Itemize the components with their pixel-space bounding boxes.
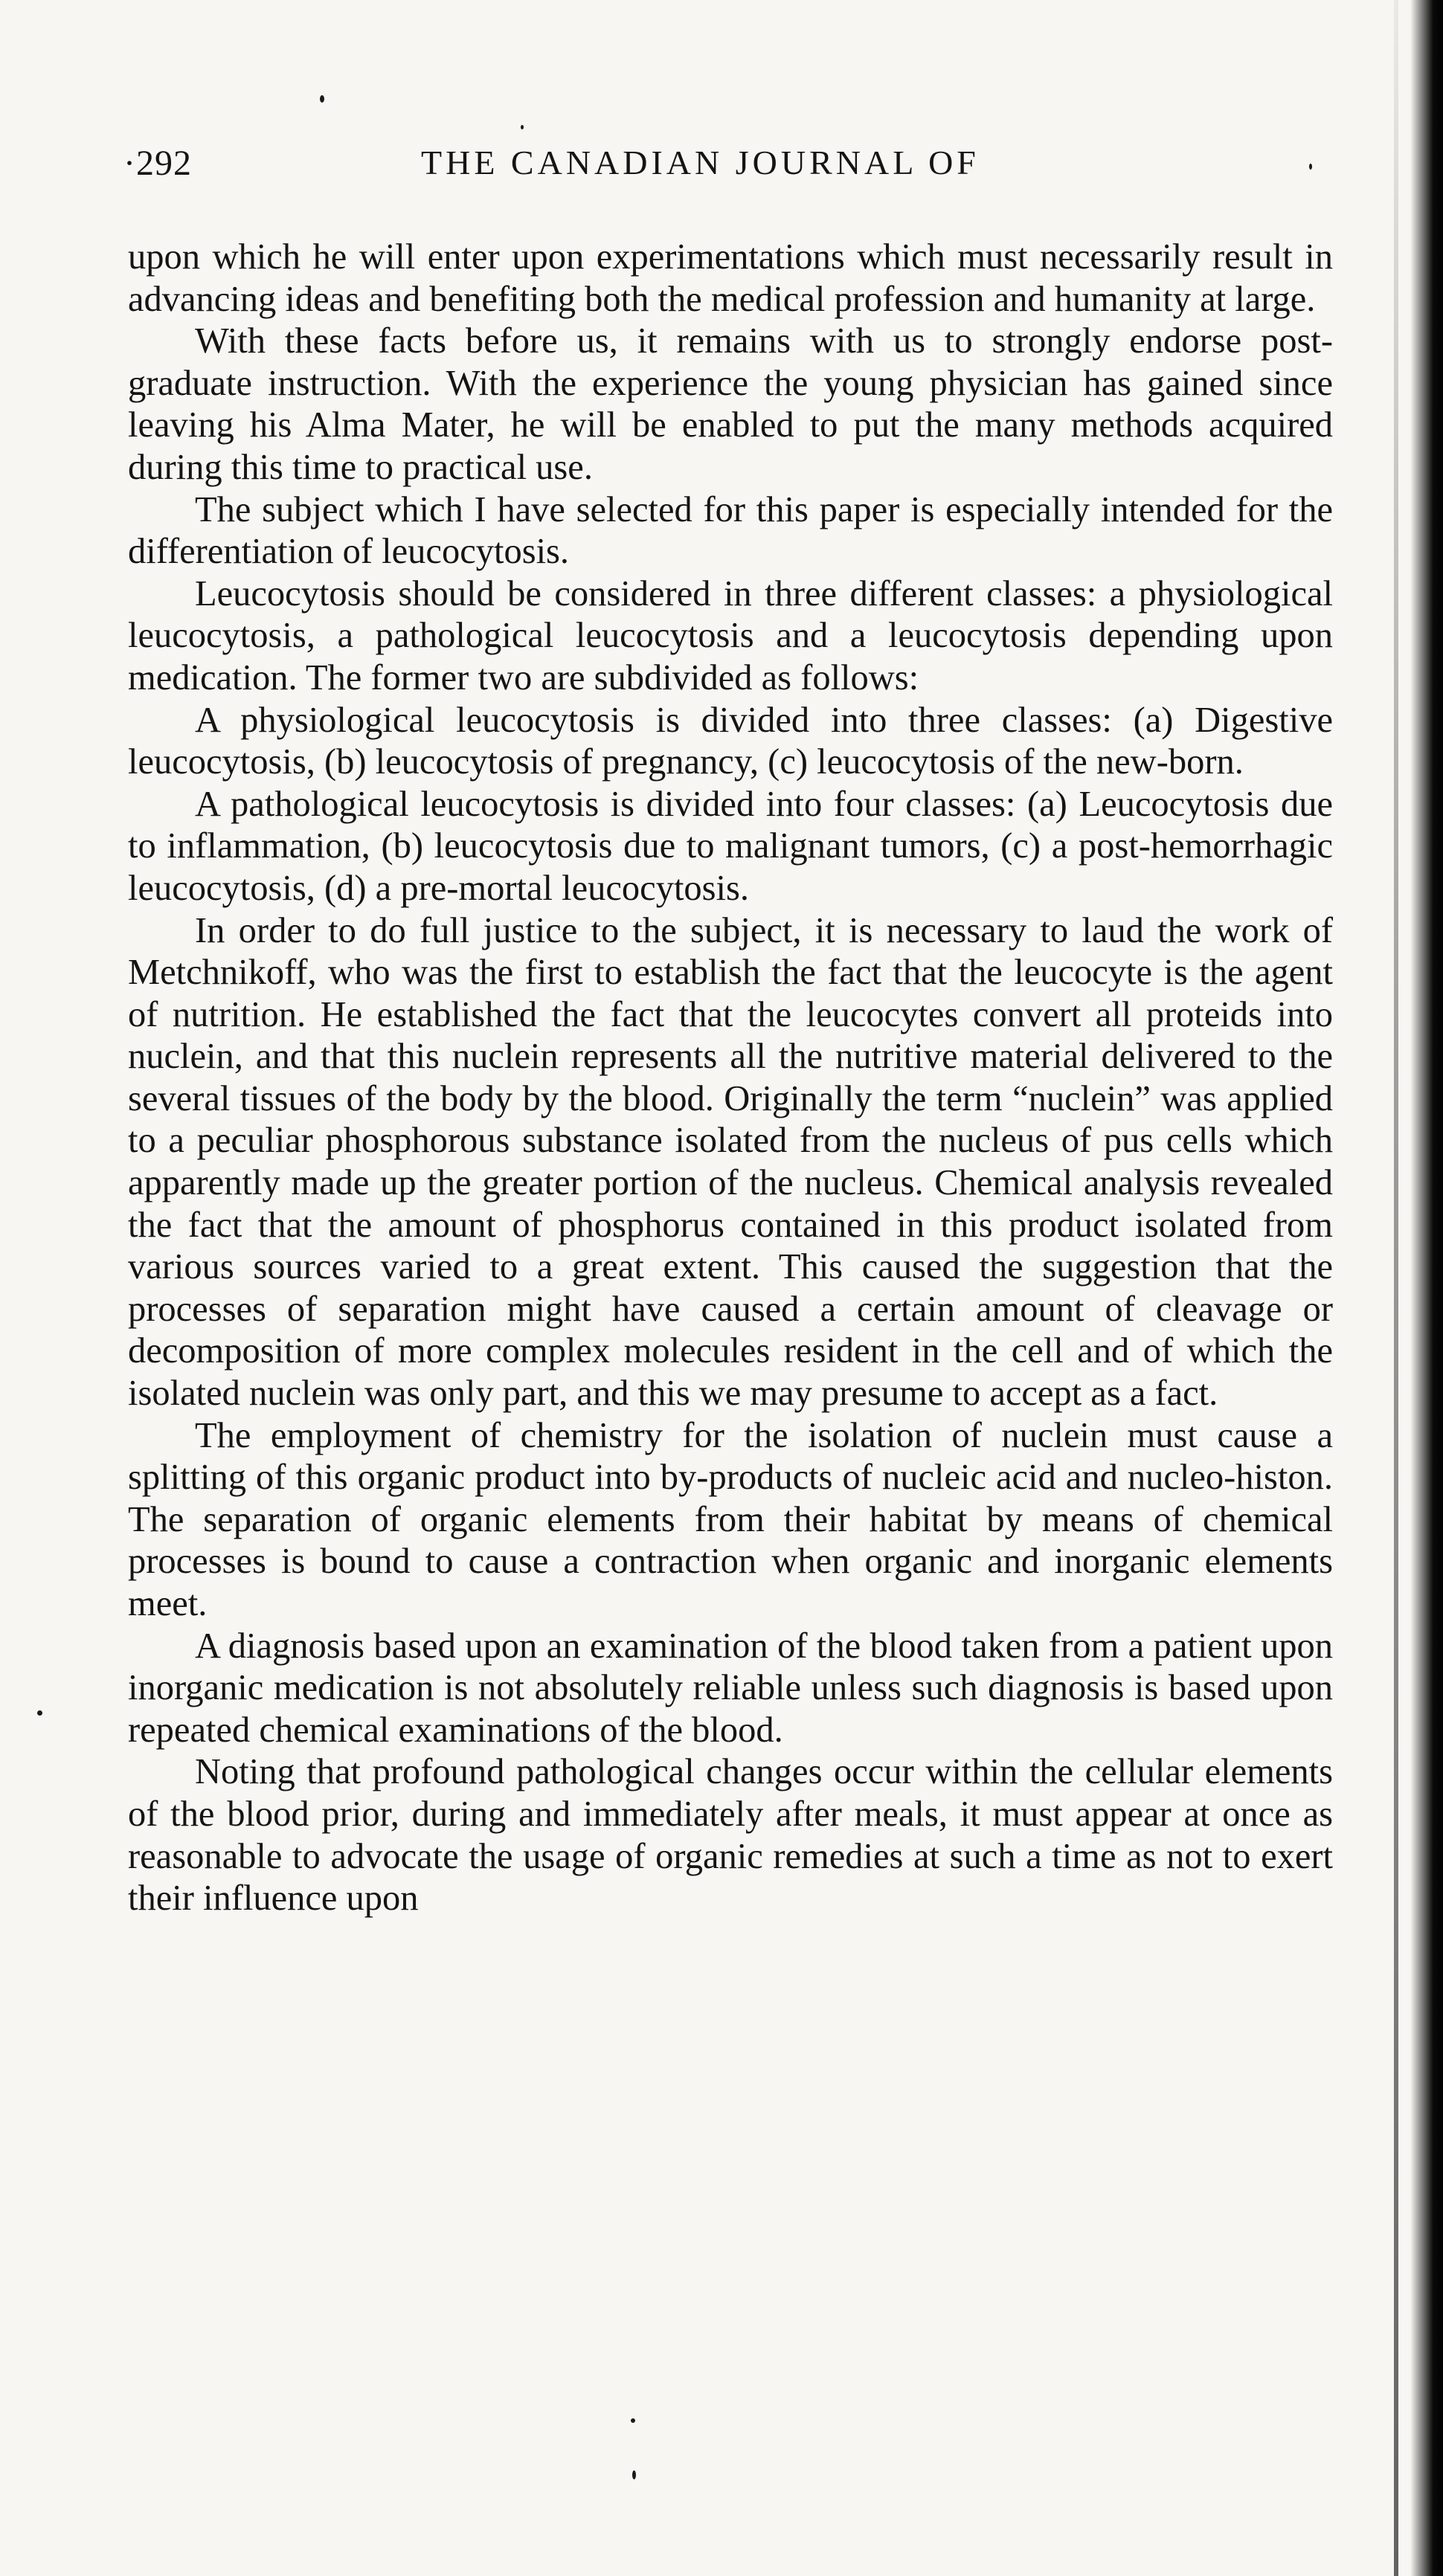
print-speck [632,2470,636,2479]
article-body [128,236,1333,1920]
paragraph-noting: Noting that profound pathological changes occur within the cellular elements of the blood prior, during and immediately after meals, it must appear at once as reasonable to advocate the usage of organic remedies at such a time as not to exert their influence upon [128,1752,1333,1919]
running-head: THE CANADIAN JOURNAL OF [421,144,980,181]
paragraph-subject: The subject which I have selected for this paper is especially intended for the differentiation of leucocytosis. [128,489,1333,572]
paragraph-continuation: upon which he will enter upon experimentations which must necessarily result in advancing ideas and benefiting both the medical profession and humanity at large. [128,237,1333,319]
paragraph-chemistry: The employment of chemistry for the isolation of nuclein must cause a splitting of this organic product into by-products of nucleic acid and nucleo-histon. The separation of organic elements from their habitat by means of chemical processes is bound to cause a contraction when organic and inorganic elements meet. [128,1415,1333,1623]
paragraph-diagnosis: A diagnosis based upon an examination of the blood taken from a patient upon inorganic medication is not absolutely reliable unless such diagnosis is based upon repeated chemical examinations of the blood. [128,1626,1333,1750]
print-speck [320,95,324,103]
print-speck [521,125,524,129]
paragraph-classes: Leucocytosis should be considered in three different classes: a physiological leucocytosis, a pathological leucocytosis and a leucocytosis depending upon medication. The former two are subdivided as follows: [128,573,1333,698]
paragraph-physiological: A physiological leucocytosis is divided into three classes: (a) Digestive leucocytosis, (b) leucocytosis of pregnancy, (c) leucocytosis of the new-born. [128,700,1333,782]
print-speck [1309,164,1312,170]
print-speck [37,1710,42,1716]
page-edge-shadow [1410,0,1443,2576]
paragraph-pathological: A pathological leucocytosis is divided into four classes: (a) Leucocytosis due to inflammation, (b) leucocytosis due to malignant tumors, (c) a post-hemorrhagic leucocytosis, (d) a pre-mortal leucocytosis. [128,784,1333,908]
page-number: ·292 [123,144,192,183]
print-speck [631,2418,635,2423]
page-gutter-line [1394,0,1398,2576]
paragraph-metchnikoff: In order to do full justice to the subject, it is necessary to laud the work of Metchnikoff, who was the first to establish the fact that the leucocyte is the agent of nutrition. He established the fact that the leucocytes convert all proteids into nuclein, and that this nuclein represents all the nutritive material delivered to the several tissues of the body by the blood. Originally the term “nuclein” was applied to a peculiar phosphorous substance isolated from the nucleus of pus cells which apparently made up the greater portion of the nucleus. Chemical analysis revealed the fact that the amount of phosphorus contained in this product isolated from various sources varied to a great extent. This caused the suggestion that the processes of separation might have caused a certain amount of cleavage or decomposition of more complex molecules resident in the cell and of which the isolated nuclein was only part, and this we may presume to accept as a fact. [128,910,1333,1414]
page-header [123,143,1090,195]
paragraph-post-graduate: With these facts before us, it remains with us to strongly endorse post-graduate instruction. With the experience the young physician has gained since leaving his Alma Mater, he will be enabled to put the many methods acquired during this time to practical use. [128,321,1333,487]
